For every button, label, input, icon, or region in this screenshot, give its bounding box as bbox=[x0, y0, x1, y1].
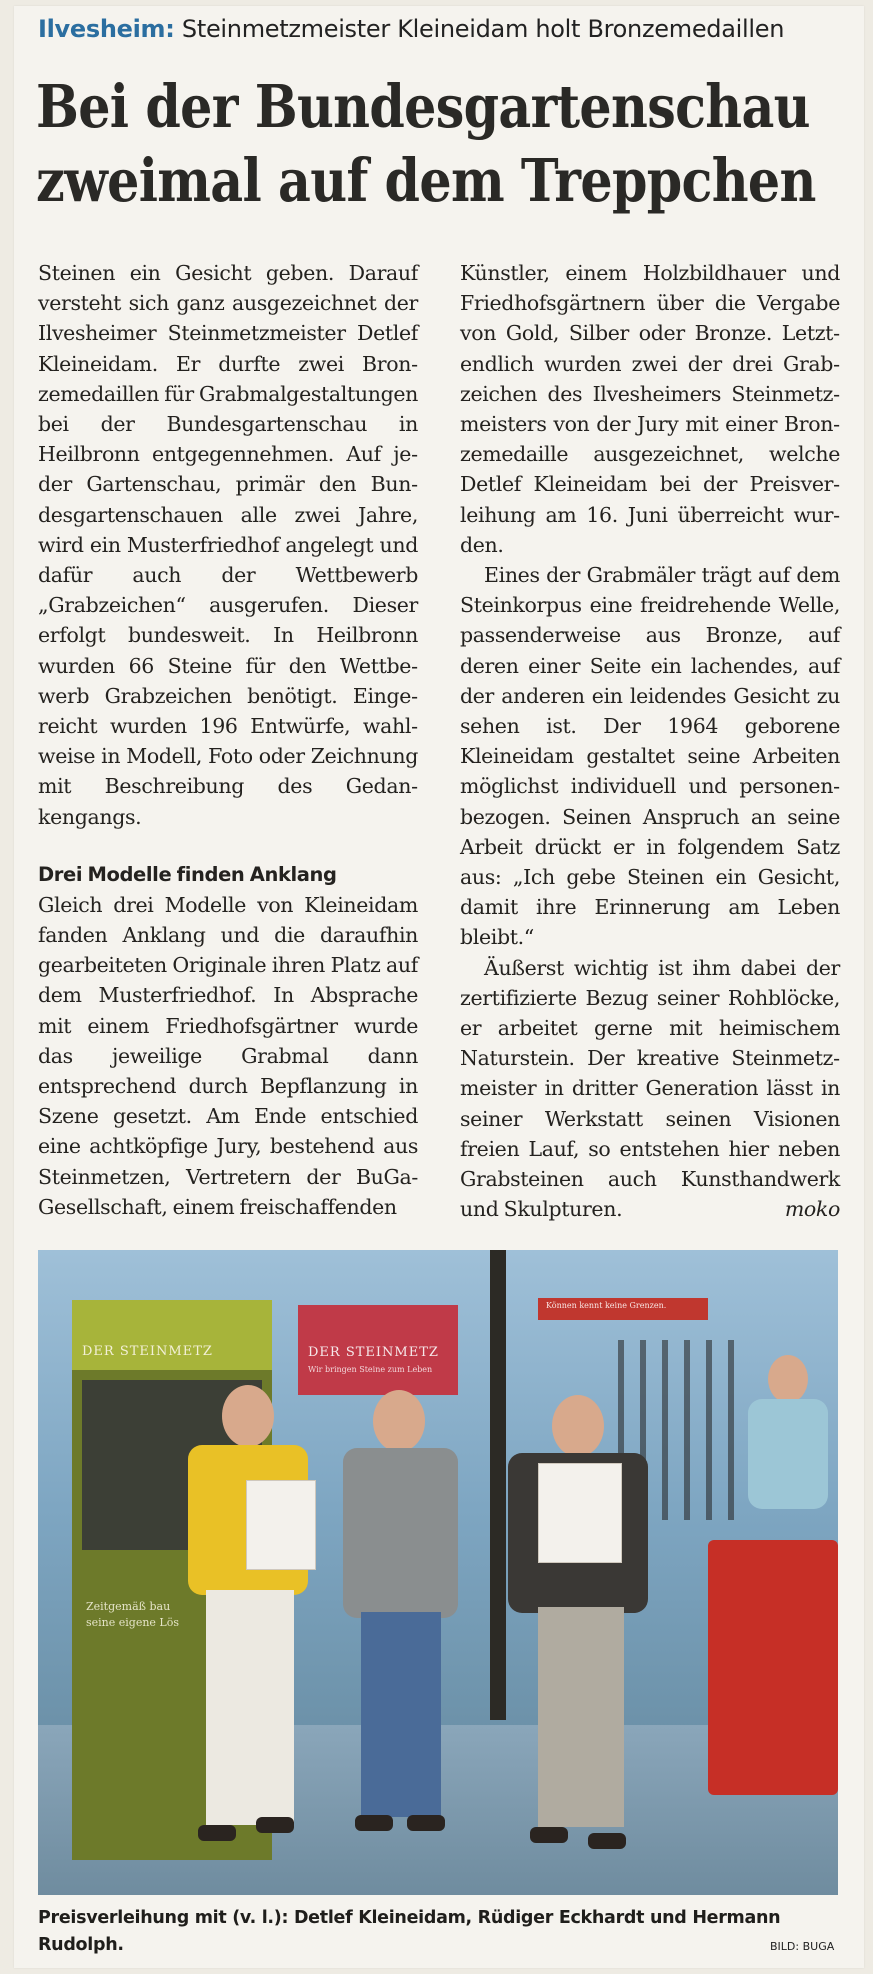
head bbox=[768, 1355, 808, 1403]
signboard bbox=[538, 1298, 708, 1320]
headline-line-1: Bei der Bundesgartenschau bbox=[36, 72, 810, 141]
paragraph-last bbox=[460, 953, 840, 1225]
torso bbox=[748, 1399, 828, 1509]
banner-text: seine eigene Lös bbox=[86, 1616, 180, 1629]
legs bbox=[206, 1590, 294, 1825]
headline-line-2: zweimal auf dem Treppchen bbox=[36, 146, 816, 215]
certificate bbox=[538, 1463, 622, 1563]
kicker-place: Ilvesheim: bbox=[38, 15, 175, 43]
shoe bbox=[530, 1827, 568, 1843]
shoe bbox=[588, 1833, 626, 1849]
author-signature: moko bbox=[784, 1197, 840, 1222]
shoe bbox=[407, 1815, 445, 1831]
pillar bbox=[490, 1250, 506, 1720]
certificate bbox=[246, 1480, 316, 1570]
torso bbox=[343, 1448, 458, 1618]
article-photo bbox=[38, 1250, 838, 1895]
article-kicker bbox=[38, 14, 838, 44]
paragraph: Gleich drei Modelle von Kleineidam fanden Anklang und die daraufhin gearbeiteten Originale ihren Platz auf dem Musterfriedhof. In Absprache mit einem Friedhofsgärtner wurde das jeweilige Grabmal dann entsprechend durch Bepflanzung in Szene gesetzt. Am Ende entschied eine achtköpfige Jury, bestehend aus Steinmetzen, Vertretern der BuGa-Gesellschaft, einem freischaffenden bbox=[38, 892, 418, 1219]
banner-title: DER STEINMETZ bbox=[308, 1345, 439, 1360]
sign-text: Können kennt keine Grenzen. bbox=[546, 1301, 667, 1310]
head bbox=[373, 1390, 425, 1452]
shoe bbox=[256, 1817, 294, 1833]
paragraph: Künstler, einem Holzbildhauer und Friedhofsgärtnern über die Vergabe von Gold, Silber oder Bronze. Letztendlich wurden zwei der drei Grabzeichen des Ilvesheimers Steinmetzmeisters von der Jury mit einer Bronzemedaille ausgezeichnet, welche Detlef Kleineidam bei der Preisverleihung am 16. Juni überreicht wurden. bbox=[460, 261, 840, 557]
legs bbox=[361, 1612, 441, 1817]
kicker-text: Steinmetzmeister Kleineidam holt Bronzemedaillen bbox=[181, 15, 785, 43]
photo-caption: Preisverleihung mit (v. l.): Detlef Kleineidam, Rüdiger Eckhardt und Hermann Rudolph. bbox=[38, 1908, 781, 1955]
banner-text: Zeitgemäß bau bbox=[86, 1600, 171, 1613]
article-column-right bbox=[460, 258, 840, 1225]
paragraph: Eines der Grabmäler trägt auf dem Steinkorpus eine freidrehende Welle, passenderweise aus Bronze, auf deren einer Seite ein lachendes, auf der anderen ein leidendes Gesicht zu sehen ist. Der 1964 geborene Kleineidam gestaltet seine Arbeiten möglichst individuell und personenbezogen. Seinen Anspruch an seine Arbeit drückt er in folgendem Satz aus: „Ich gebe Steinen ein Gesicht, damit ihre Erinnerung am Leben bleibt.“ bbox=[460, 563, 840, 950]
photo-credit: BILD: BUGA bbox=[770, 1940, 835, 1953]
legs bbox=[538, 1607, 624, 1827]
banner-top bbox=[72, 1300, 272, 1370]
article-column-left bbox=[38, 258, 418, 1222]
banner-title: DER STEINMETZ bbox=[82, 1344, 213, 1359]
banner-subtitle: Wir bringen Steine zum Leben bbox=[308, 1365, 433, 1374]
article-headline bbox=[36, 70, 816, 218]
paragraph-text: Äußerst wichtig ist ihm dabei der zertifizierte Bezug seiner Rohblöcke, er arbeitet gerne mit heimischem Naturstein. Der kreative Steinmetzmeister in dritter Generation lässt in seiner Werkstatt seinen Visionen freien Lauf, so entstehen hier neben Grabsteinen auch Kunsthandwerk und Skulpturen. bbox=[460, 955, 840, 1222]
subheading: Drei Modelle finden Anklang bbox=[38, 862, 337, 886]
paragraph: Steinen ein Gesicht geben. Darauf versteht sich ganz ausgezeichnet der Ilvesheimer Steinmetzmeister Detlef Kleineidam. Er durfte zwei Bronzemedaillen für Grabmalgestaltungen bei der Bundesgartenschau in Heilbronn entgegennehmen. Auf jeder Gartenschau, primär den Bundesgartenschauen alle zwei Jahre, wird ein Musterfriedhof angelegt und dafür auch der Wettbewerb „Grabzeichen“ ausgerufen. Dieser erfolgt bundesweit. In Heilbronn wurden 66 Steine für den Wettbewerb Grabzeichen benötigt. Eingereicht wurden 196 Entwürfe, wahlweise in Modell, Foto oder Zeichnung mit Beschreibung des Gedankengangs. bbox=[38, 261, 418, 829]
shoe bbox=[355, 1815, 393, 1831]
shoe bbox=[198, 1825, 236, 1841]
red-table bbox=[708, 1540, 838, 1795]
head bbox=[552, 1395, 604, 1457]
head bbox=[222, 1385, 274, 1447]
steinmetz-banner-red bbox=[298, 1305, 458, 1395]
